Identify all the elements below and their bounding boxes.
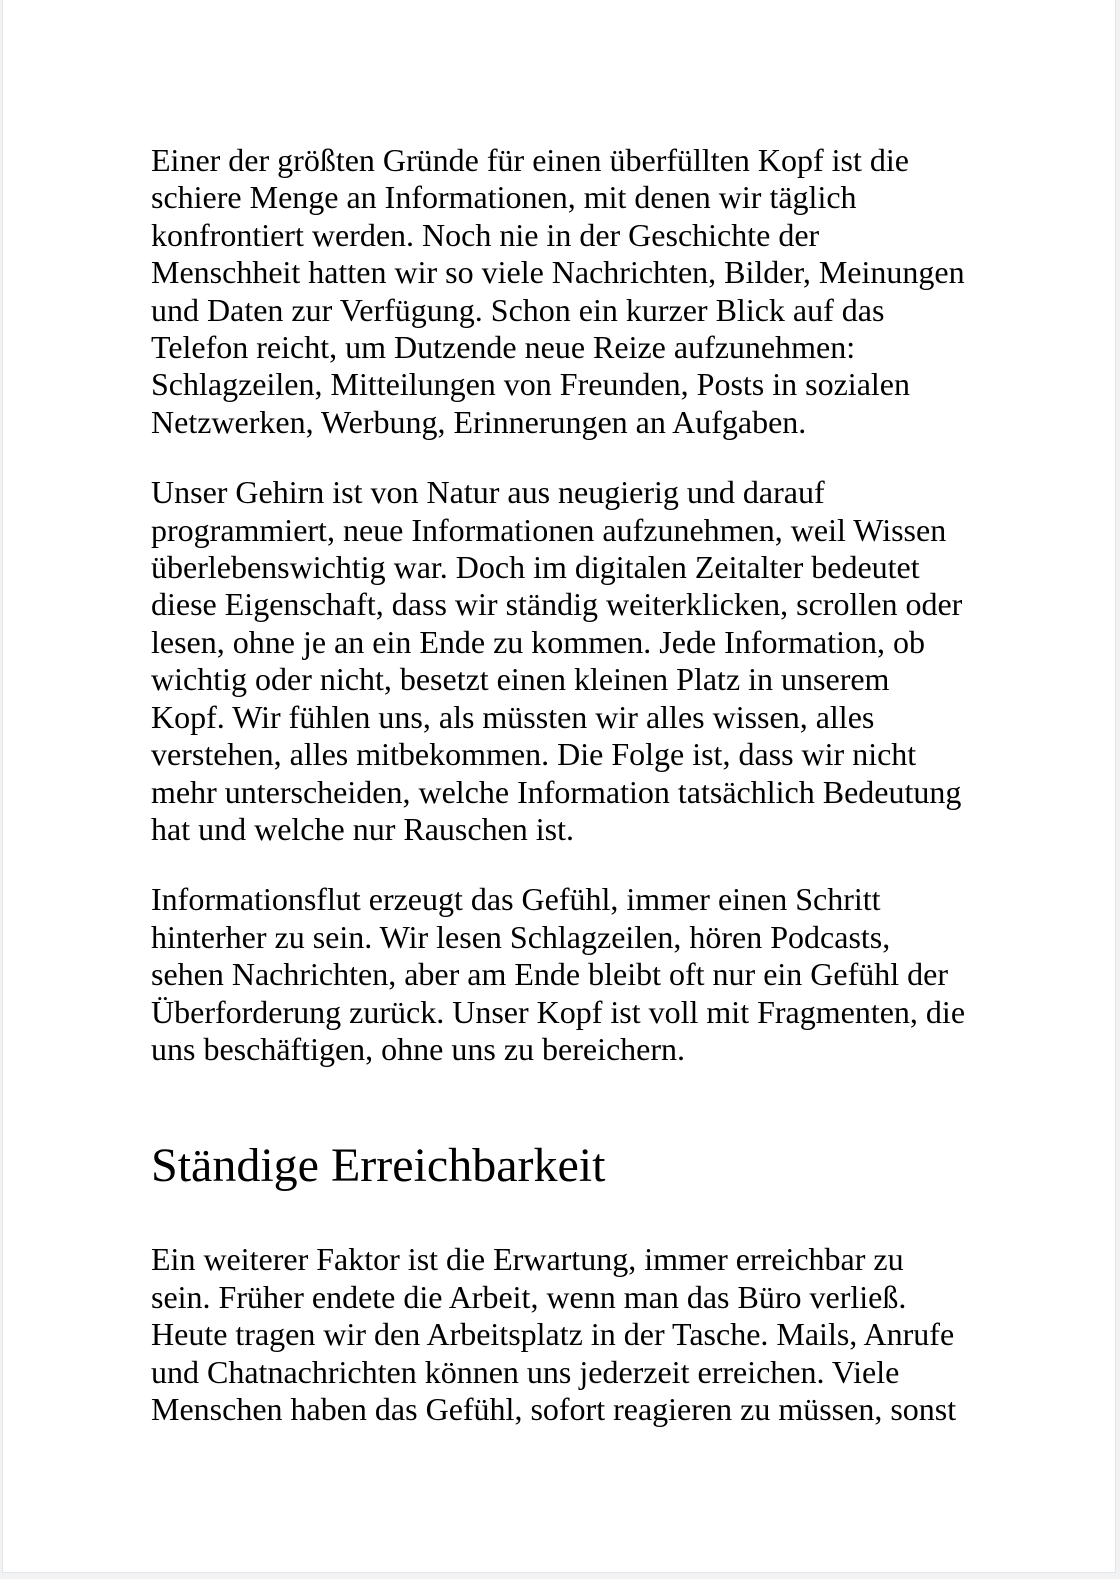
paragraph: Ein weiterer Faktor ist die Erwartung, immer erreichbar zu sein. Früher endete die Arbeit, wenn man das Büro verließ. Heute tragen wir den Arbeitsplatz in der Tasche. Mails, Anrufe und Chatnachrichten können uns jederzeit erreichen. Viele Menschen haben das Gefühl, sofort reagieren zu müssen, sonst	[151, 1241, 957, 1427]
document-page	[2, 0, 1116, 1573]
document-content	[3, 0, 1111, 1428]
section-heading: Ständige Erreichbarkeit	[151, 1139, 606, 1193]
paragraph: Informationsflut erzeugt das Gefühl, immer einen Schritt hinterher zu sein. Wir lesen Schlagzeilen, hören Podcasts, sehen Nachrichten, aber am Ende bleibt oft nur ein Gefühl der Überforderung zurück. Unser Kopf ist voll mit Fragmenten, die uns beschäftigen, ohne uns zu bereichern.	[151, 881, 966, 1067]
paragraph: Einer der größten Gründe für einen überfüllten Kopf ist die schiere Menge an Informationen, mit denen wir täglich konfrontiert werden. Noch nie in der Geschichte der Menschheit hatten wir so viele Nachrichten, Bilder, Meinungen und Daten zur Verfügung. Schon ein kurzer Blick auf das Telefon reicht, um Dutzende neue Reize aufzunehmen: Schlagzeilen, Mitteilungen von Freunden, Posts in sozialen Netzwerken, Werbung, Erinnerungen an Aufgaben.	[151, 142, 965, 440]
paragraph: Unser Gehirn ist von Natur aus neugierig und darauf programmiert, neue Informationen aufzunehmen, weil Wissen überlebenswichtig war. Doch im digitalen Zeitalter bedeutet diese Eigenschaft, dass wir ständig weiterklicken, scrollen oder lesen, ohne je an ein Ende zu kommen. Jede Information, ob wichtig oder nicht, besetzt einen kleinen Platz in unserem Kopf. Wir fühlen uns, als müssten wir alles wissen, alles verstehen, alles mitbekommen. Die Folge ist, dass wir nicht mehr unterscheiden, welche Information tatsächlich Bedeutung hat und welche nur Rauschen ist.	[151, 474, 963, 847]
